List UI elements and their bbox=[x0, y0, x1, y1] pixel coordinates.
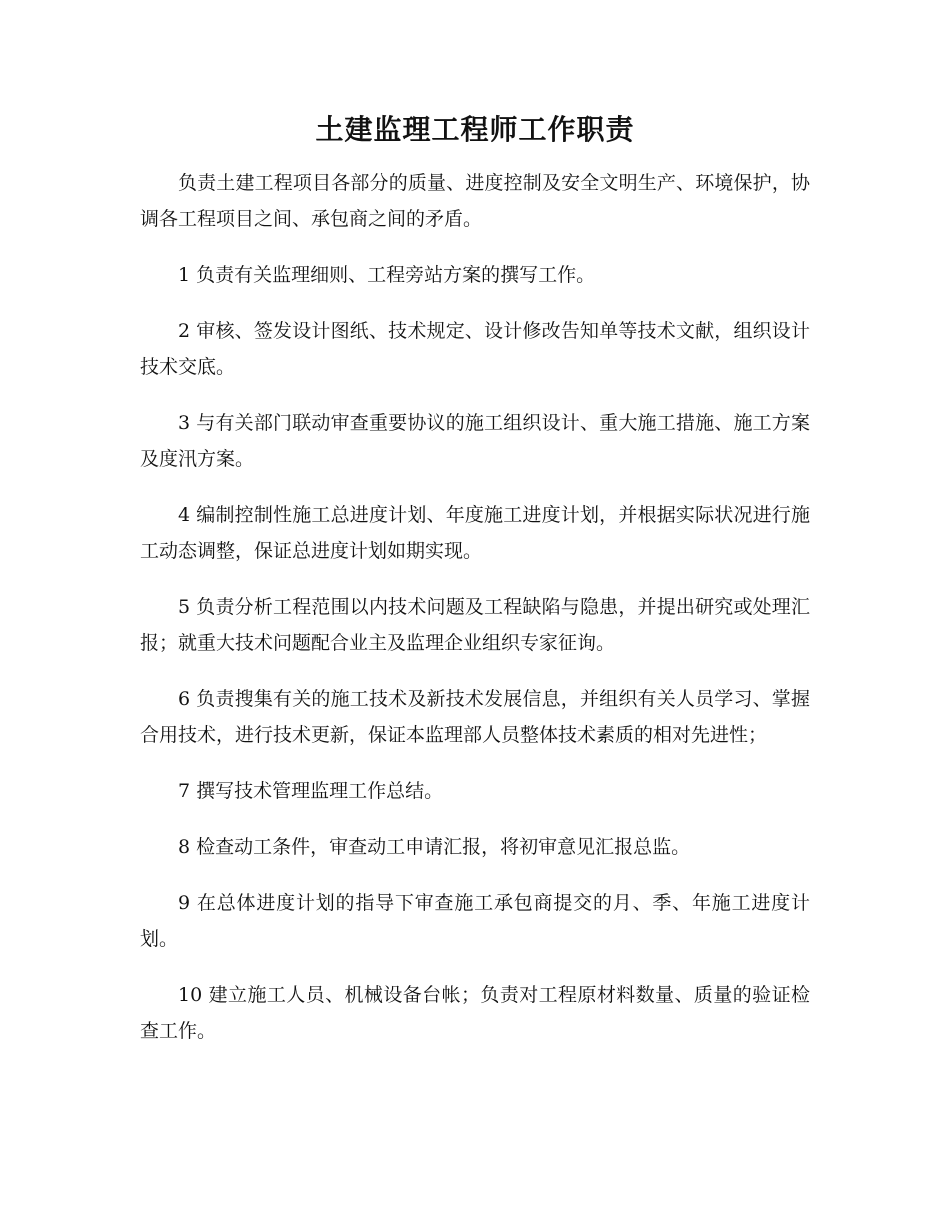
duty-item-9: 9 在总体进度计划的指导下审查施工承包商提交的月、季、年施工进度计划。 bbox=[140, 892, 810, 950]
duty-item-2: 2 审核、签发设计图纸、技术规定、设计修改告知单等技术文献，组织设计技术交底。 bbox=[140, 320, 810, 378]
document-title: 土建监理工程师工作职责 bbox=[315, 113, 635, 146]
intro-paragraph: 负责土建工程项目各部分的质量、进度控制及安全文明生产、环境保护，协调各工程项目之间、承包商之间的矛盾。 bbox=[140, 172, 810, 230]
duty-item-5: 5 负责分析工程范围以内技术问题及工程缺陷与隐患，并提出研究或处理汇报；就重大技术问题配合业主及监理企业组织专家征询。 bbox=[140, 596, 810, 654]
duty-item-10: 10 建立施工人员、机械设备台帐；负责对工程原材料数量、质量的验证检查工作。 bbox=[140, 984, 810, 1042]
duty-item-3: 3 与有关部门联动审查重要协议的施工组织设计、重大施工措施、施工方案及度汛方案。 bbox=[140, 412, 810, 470]
duty-item-7: 7 撰写技术管理监理工作总结。 bbox=[178, 780, 444, 802]
duty-item-6: 6 负责搜集有关的施工技术及新技术发展信息，并组织有关人员学习、掌握合用技术，进行技术更新，保证本监理部人员整体技术素质的相对先进性； bbox=[140, 688, 810, 746]
duty-item-4: 4 编制控制性施工总进度计划、年度施工进度计划，并根据实际状况进行施工动态调整，保证总进度计划如期实现。 bbox=[140, 504, 810, 562]
duty-item-8: 8 检查动工条件，审查动工申请汇报，将初审意见汇报总监。 bbox=[178, 836, 691, 858]
document-body bbox=[140, 165, 810, 1069]
duty-item-1: 1 负责有关监理细则、工程旁站方案的撰写工作。 bbox=[178, 264, 596, 286]
